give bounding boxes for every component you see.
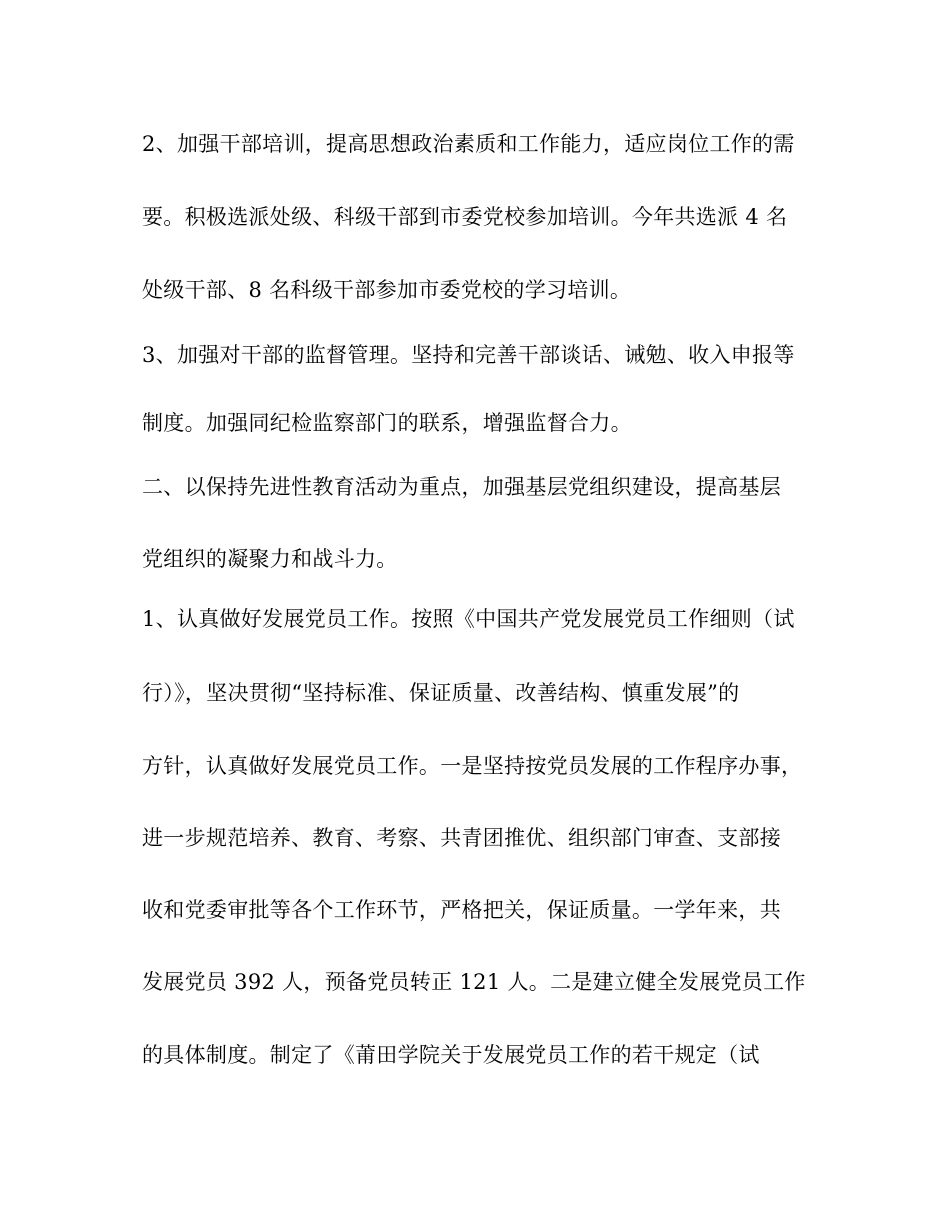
text-line: 行）》，坚决贯彻“坚持标准、保证质量、改善结构、慎重发展”的	[142, 681, 740, 705]
text-line: 进一步规范培养、教育、考察、共青团推优、组织部门审查、支部接	[142, 826, 781, 850]
text-line: 党组织的凝聚力和战斗力。	[142, 547, 398, 571]
text-line: 3、加强对干部的监督管理。坚持和完善干部谈话、诫勉、收入申报等	[142, 343, 795, 367]
text-line: 要。积极选派处级、科级干部到市委党校参加培训。今年共选派 4 名	[142, 205, 788, 229]
text-line: 2、加强干部培训，提高思想政治素质和工作能力，适应岗位工作的需	[142, 132, 795, 156]
text-line: 制度。加强同纪检监察部门的联系，增强监督合力。	[142, 411, 632, 435]
text-line: 的具体制度。制定了《莆田学院关于发展党员工作的若干规定（试	[142, 1043, 760, 1067]
text-line: 方针，认真做好发展党员工作。一是坚持按党员发展的工作程序办事，	[142, 754, 803, 778]
text-line: 二、以保持先进性教育活动为重点，加强基层党组织建设，提高基层	[142, 475, 781, 499]
text-line: 处级干部、8 名科级干部参加市委党校的学习培训。	[142, 278, 632, 302]
text-line: 发展党员 392 人，预备党员转正 121 人。二是建立健全发展党员工作	[142, 970, 806, 994]
text-line: 1、认真做好发展党员工作。按照《中国共产党发展党员工作细则（试	[142, 607, 795, 631]
text-line: 收和党委审批等各个工作环节，严格把关，保证质量。一学年来，共	[142, 898, 781, 922]
